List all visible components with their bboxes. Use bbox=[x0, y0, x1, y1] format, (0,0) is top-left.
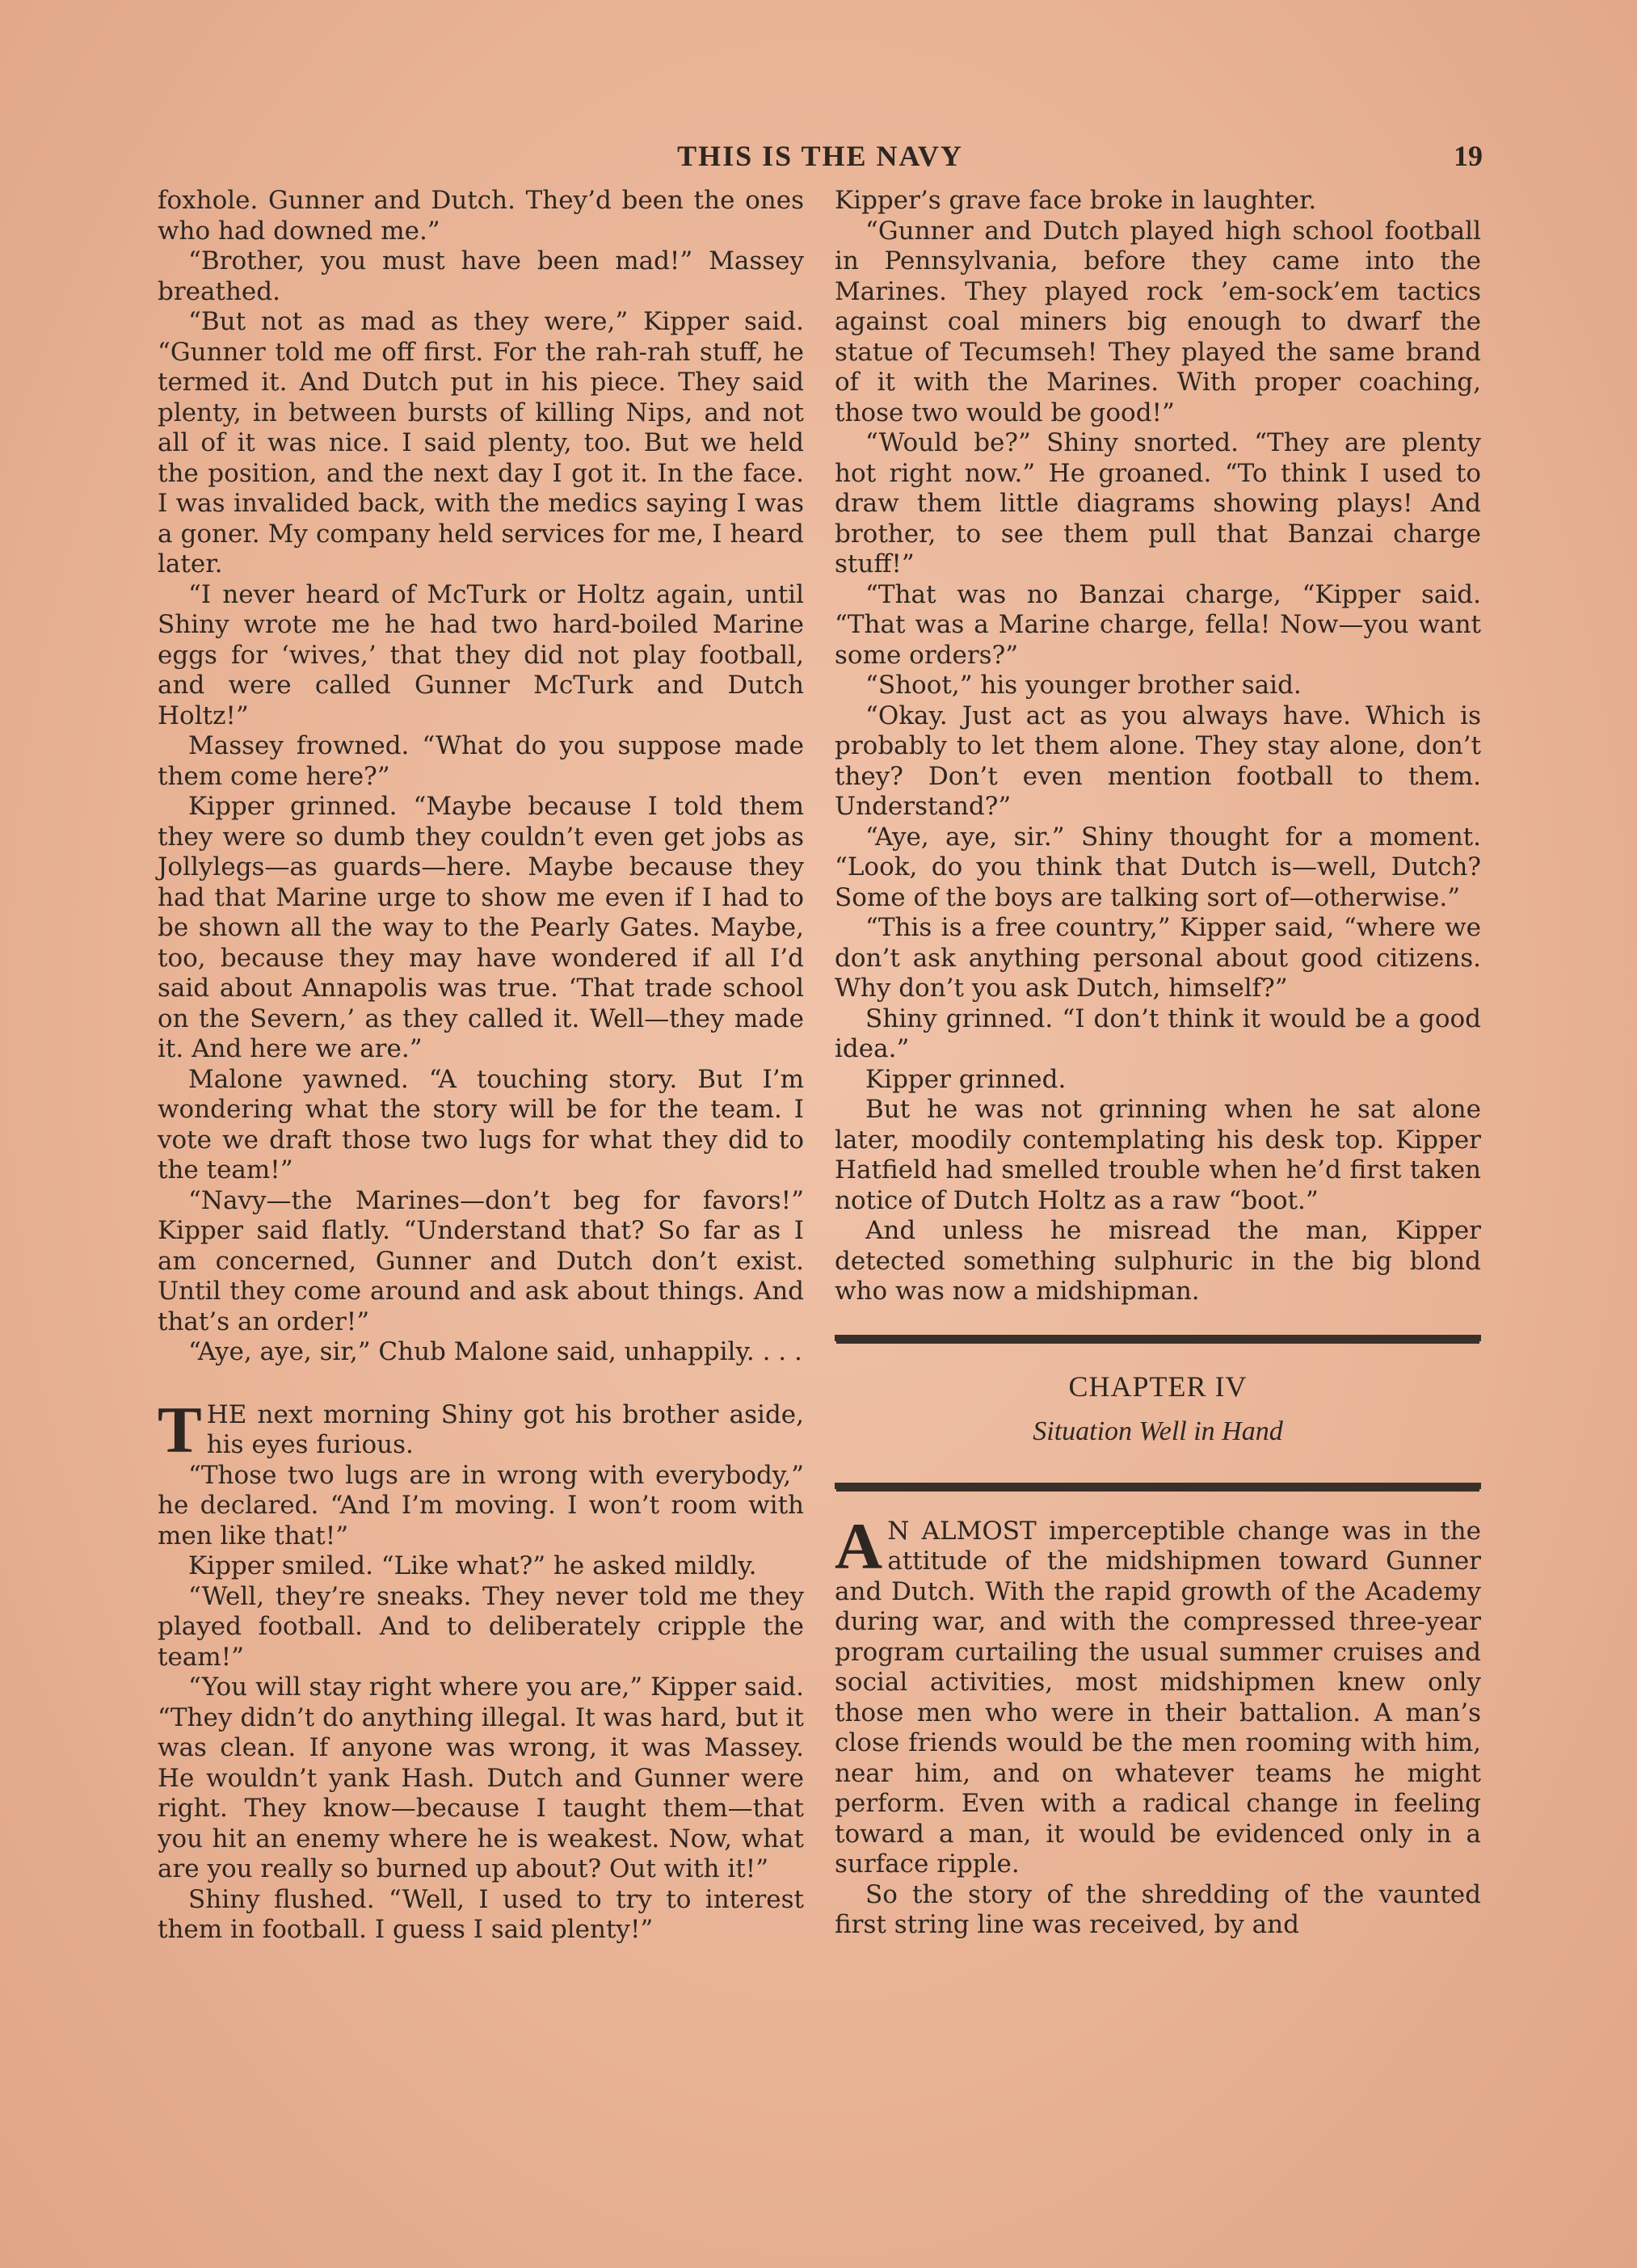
paragraph: “Aye, aye, sir.” Shiny thought for a moment. “Look, do you think that Dutch is—well, Dutch? Some of the boys are talking sort of—otherwise.” bbox=[835, 822, 1481, 912]
paragraph: Kipper smiled. “Like what?” he asked mildly. bbox=[188, 1551, 757, 1580]
paragraph: “Navy—the Marines—don’t beg for favors!” Kipper said flatly. “Understand that? So far as I am concerned, Gunner and Dutch don’t exist. Until they come around and ask about things. And that’s an order!” bbox=[158, 1185, 804, 1336]
paragraph: “Would be?” Shiny snorted. “They are plenty hot right now.” He groaned. “To think I used to draw them little diagrams showing plays! And brother, to see them pull that Banzai charge stuff!” bbox=[835, 428, 1481, 579]
paragraph: “Okay. Just act as you always have. Which is probably to let them alone. They stay alone, don’t they? Don’t even mention football to them. Understand?” bbox=[835, 701, 1481, 821]
paragraph: Massey frowned. “What do you suppose made them come here?” bbox=[158, 731, 804, 791]
paragraph: Kipper grinned. bbox=[865, 1064, 1067, 1094]
opening-text: HE next morning Shiny got his brother aside, his eyes furious. bbox=[206, 1399, 804, 1459]
chapter-opening-paragraph bbox=[835, 1508, 1481, 1880]
chapter-subtitle: Situation Well in Hand bbox=[1033, 1416, 1283, 1446]
section-opening-paragraph bbox=[158, 1392, 804, 1466]
page-number: 19 bbox=[1454, 140, 1483, 172]
paragraph: Kipper’s grave face broke in laughter. bbox=[835, 186, 1317, 215]
bottom-rule bbox=[835, 1483, 1481, 1489]
page-header bbox=[158, 139, 1483, 179]
paragraph: Shiny grinned. “I don’t think it would be a good idea.” bbox=[835, 1004, 1481, 1063]
right-column bbox=[835, 186, 1481, 1941]
spacer bbox=[835, 1489, 1481, 1517]
paragraph: Shiny flushed. “Well, I used to try to interest them in football. I guess I said plenty!” bbox=[158, 1884, 804, 1944]
left-column bbox=[158, 186, 804, 1946]
paragraph: And unless he misread the man, Kipper detected something sulphuric in the big blond who was now a midshipman. bbox=[835, 1216, 1481, 1306]
paragraph: So the story of the shredding of the vaunted first string line was received, by and bbox=[835, 1879, 1481, 1939]
paragraph: “Well, they’re sneaks. They never told me they played football. And to deliberately cripple the team!” bbox=[158, 1581, 804, 1672]
drop-cap: T bbox=[158, 1392, 202, 1466]
paragraph: “Gunner and Dutch played high school football in Pennsylvania, before they came into the Marines. They played rock ’em-sock’em tactics against coal miners big enough to dwarf the statue of Tecumseh! They played the same brand of it with the Marines. With proper coaching, those two would be good!” bbox=[835, 216, 1481, 427]
paragraph: Malone yawned. “A touching story. But I’m wondering what the story will be for the team. I vote we draft those two lugs for what they did to the team!” bbox=[158, 1064, 804, 1184]
paragraph: “I never heard of McTurk or Holtz again, until Shiny wrote me he had two hard-boiled Marine eggs for ‘wives,’ that they did not play football, and were called Gunner McTurk and Dutch Holtz!” bbox=[158, 579, 804, 730]
chapter-heading: CHAPTER IV bbox=[1068, 1370, 1248, 1403]
paragraph: “This is a free country,” Kipper said, “where we don’t ask anything personal about good citizens. Why don’t you ask Dutch, himself?” bbox=[835, 913, 1481, 1003]
paragraph: “Aye, aye, sir,” Chub Malone said, unhappily. . . . bbox=[188, 1337, 802, 1366]
section-break bbox=[158, 1368, 804, 1400]
paragraph: Kipper grinned. “Maybe because I told them they were so dumb they couldn’t even get jobs as Jollylegs—as guards—here. Maybe because they had that Marine urge to show me even if I had to be shown all the way to the Pearly Gates. Maybe, too, because they may have wondered if all I’d said about Annapolis was true. ‘That trade school on the Severn,’ as they called it. Well—they made it. And here we are.” bbox=[158, 792, 804, 1063]
paragraph: “But not as mad as they were,” Kipper said. “Gunner told me off first. For the rah-rah stuff, he termed it. And Dutch put in his piece. They said plenty, in between bursts of killing Nips, and not all of it was nice. I said plenty, too. But we held the position, and the next day I got it. In the face. I was invalided back, with the medics saying I was a goner. My company held services for me, I heard later. bbox=[158, 307, 804, 579]
paragraph: foxhole. Gunner and Dutch. They’d been the ones who had downed me.” bbox=[158, 186, 804, 246]
drop-cap: A bbox=[835, 1508, 883, 1583]
paragraph: “Those two lugs are in wrong with everybody,” he declared. “And I’m moving. I won’t room with men like that!” bbox=[158, 1460, 804, 1551]
paragraph: “You will stay right where you are,” Kipper said. “They didn’t do anything illegal. It was hard, but it was clean. If anyone was wrong, it was Massey. He wouldn’t yank Hash. Dutch and Gunner were right. They know—because I taught them—that you hit an enemy where he is weakest. Now, what are you really so burned up about? Out with it!” bbox=[158, 1673, 804, 1883]
running-title: THIS IS THE NAVY bbox=[677, 140, 963, 172]
paragraph: “Brother, you must have been mad!” Massey breathed. bbox=[158, 246, 804, 306]
paragraph: “Shoot,” his younger brother said. bbox=[865, 671, 1302, 700]
top-rule bbox=[835, 1335, 1481, 1341]
opening-text: N ALMOST imperceptible change was in the attitude of the midshipmen toward Gunner and Dutch. With the rapid growth of the Academy during war, and with the compressed three-year program curtailing the usual summer cruises and social activities, most midshipmen knew only those men who were in their battalion. A man’s close friends would be the men rooming with him, near him, and on whatever teams he might perform. Even with a radical change in feeling toward a man, it would be evidenced only in a surface ripple. bbox=[835, 1516, 1481, 1879]
paragraph: But he was not grinning when he sat alone later, moodily contemplating his desk top. Kipper Hatfield had smelled trouble when he’d first taken notice of Dutch Holtz as a raw “boot.” bbox=[835, 1095, 1481, 1215]
paragraph: “That was no Banzai charge, “Kipper said. “That was a Marine charge, fella! Now—you want some orders?” bbox=[835, 579, 1481, 670]
chapter-break bbox=[835, 1335, 1481, 1489]
